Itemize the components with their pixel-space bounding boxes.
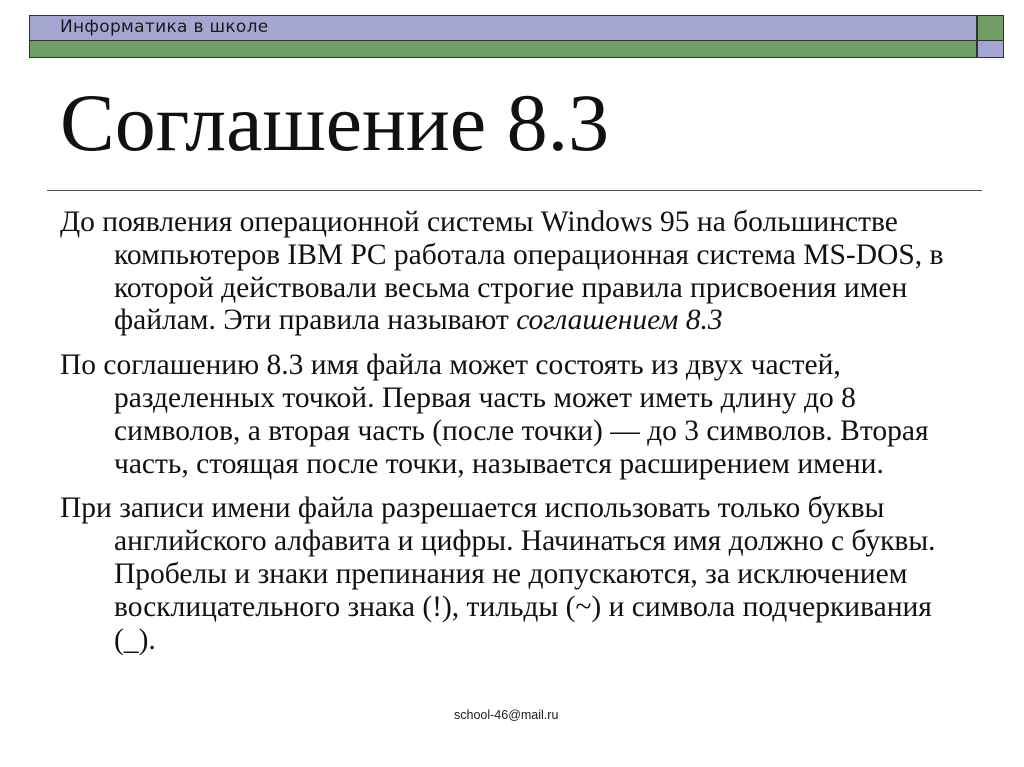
header-accent-band <box>29 40 977 58</box>
header-band <box>29 15 977 41</box>
paragraph-allowed-characters: При записи имени файла разрешается использовать только буквы английского алфавита и цифры. Начинаться имя должно с буквы. Пробелы и знаки препинания не допускаются, за исключением восклицательного знака (!), тильды (~) и символа подчеркивания (_). <box>60 492 936 656</box>
slide-title: Соглашение 8.3 <box>60 77 610 168</box>
paragraph-dos-history-text: До появления операционной системы Windows 95 на большинстве компьютеров IBM PC работала операционная система MS-DOS, в которой действовали весьма строгие правила присвоения имен файлам. Эти правила называют <box>60 206 944 337</box>
footer-email: school-46@mail.ru <box>454 708 559 722</box>
title-divider <box>47 190 982 191</box>
paragraph-name-structure: По соглашению 8.3 имя файла может состоять из двух частей, разделенных точкой. Первая часть может иметь длину до 8 символов, а вторая часть (после точки) — до 3 символов. Вторая часть, стоящая после точки, называется расширением имени. <box>60 349 929 480</box>
slide-content <box>60 206 980 656</box>
header-corner-square-top <box>977 15 1004 41</box>
paragraph-dos-history-emphasis: соглашением 8.3 <box>516 304 723 337</box>
header-corner-square-bottom <box>977 40 1004 58</box>
header-title: Информатика в школе <box>60 17 269 37</box>
paragraph-dos-history <box>60 206 980 337</box>
